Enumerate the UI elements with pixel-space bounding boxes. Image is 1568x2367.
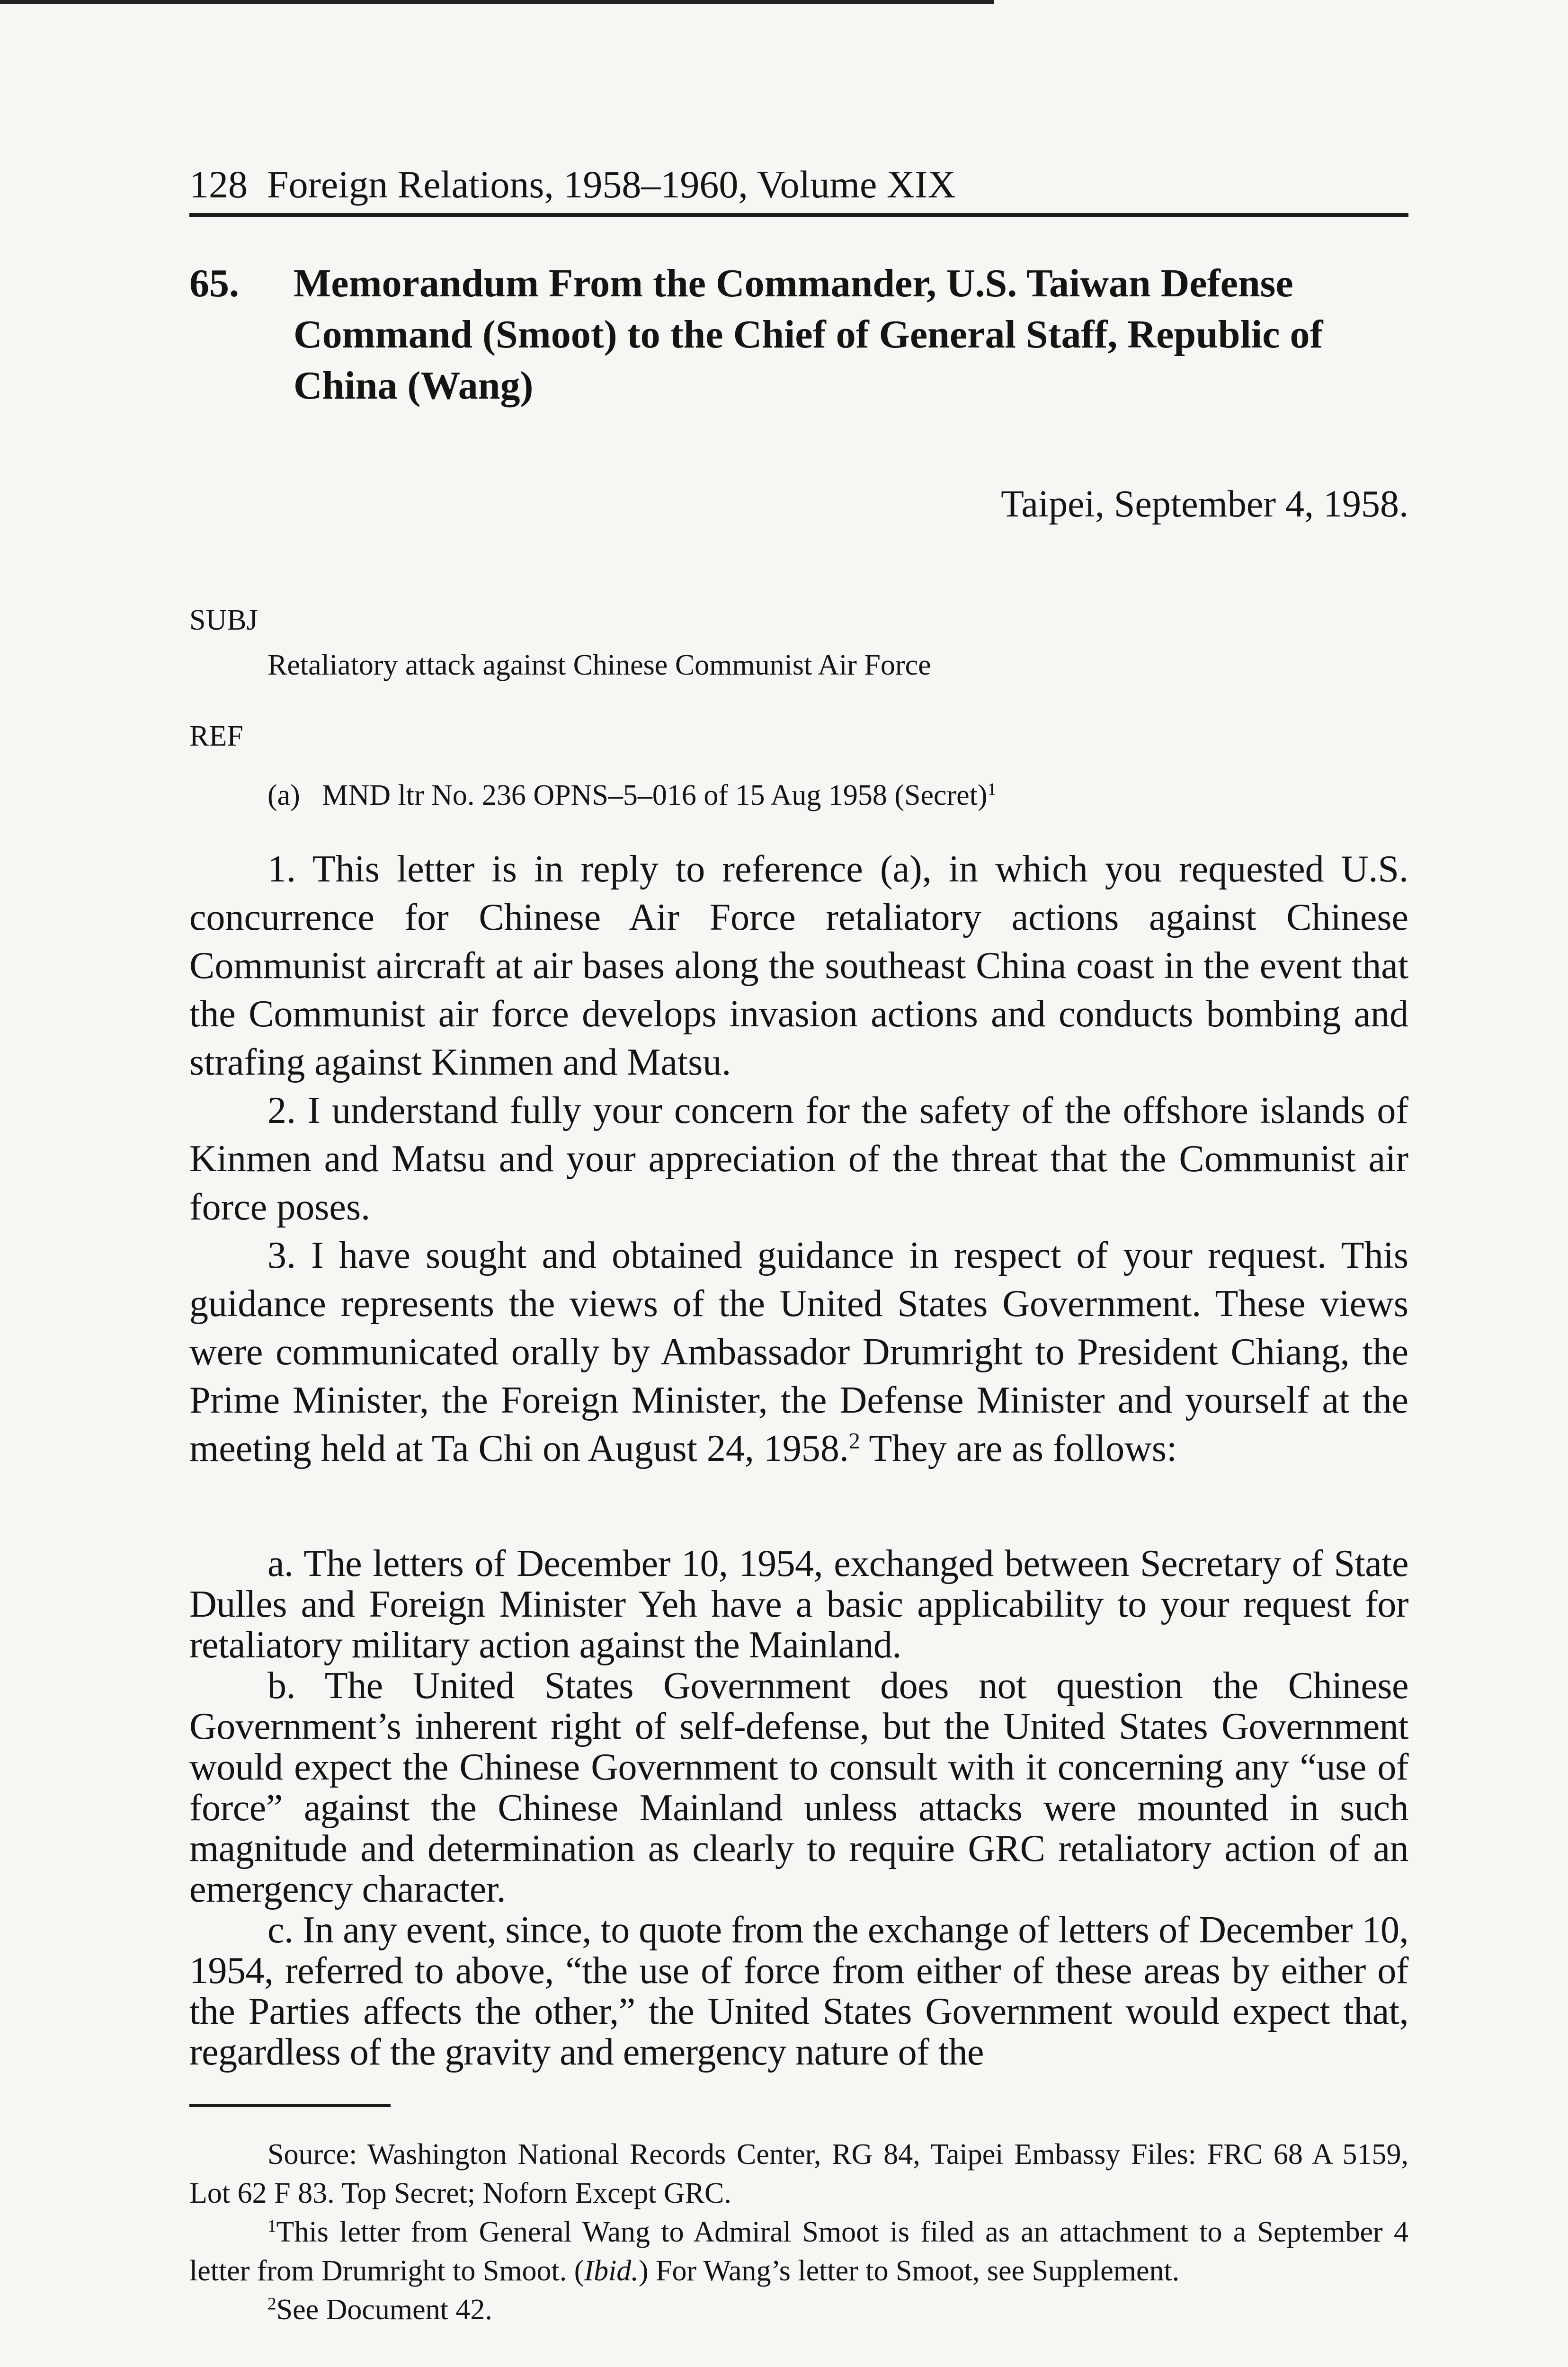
footnote-ref-1: 1 xyxy=(987,780,997,800)
source-note: Source: Washington National Records Center, RG 84, Taipei Embassy Files: FRC 68 A 5159, Lot 62 F 83. Top Secret; Noforn Except GRC. xyxy=(189,2138,1408,2209)
paragraph-2: 2. I understand fully your concern for the safety of the offshore islands of Kinmen and Matsu and your appreciation of the threat that the Communist air force poses. xyxy=(189,1090,1408,1228)
footnote-ref-2: 2 xyxy=(848,1428,860,1454)
ref-item xyxy=(267,776,996,814)
document-number: 65. xyxy=(189,261,239,305)
page-number: 128 xyxy=(189,163,248,206)
paragraph-1: 1. This letter is in reply to reference (a), in which you requested U.S. concurrence for Chinese Air Force retaliatory actions against Chinese Communist aircraft at air bases along the southeast China coast in the event that the Communist air force develops invasion actions and conducts bombing and strafing against Kinmen and Matsu. xyxy=(189,848,1408,1083)
footnote-2-text: See Document 42. xyxy=(276,2294,492,2326)
subparagraph-a: a. The letters of December 10, 1954, exchanged between Secretary of State Dulles and Foreign Minister Yeh have a basic applicability to your request for retaliatory military action against the Mainland. xyxy=(189,1543,1408,1666)
ref-text: (a) MND ltr No. 236 OPNS–5–016 of 15 Aug 1958 (Secret) xyxy=(267,779,988,811)
subparagraph-c: c. In any event, since, to quote from the exchange of letters of December 10, 1954, referred to above, “the use of force from either of these areas by either of the Parties affects the other,” the United States Government would expect that, regardless of the gravity and emergency nature of the xyxy=(189,1909,1408,2073)
footnote-1-mark: 1 xyxy=(267,2216,276,2236)
footnote-1-text-a: This letter from General Wang to Admiral Smoot is filed as an attachment to a September 4 letter from Drumright to Smoot. ( xyxy=(189,2216,1408,2287)
page-top-edge xyxy=(0,0,994,4)
footnote-1 xyxy=(189,2213,1408,2290)
footnote-1-text-b: ) For Wang’s letter to Smoot, see Supplement. xyxy=(638,2255,1180,2287)
dateline: Taipei, September 4, 1958. xyxy=(1001,483,1408,525)
header-rule xyxy=(189,213,1408,217)
body-text xyxy=(189,845,1408,1473)
footnote-rule xyxy=(189,2104,391,2107)
footnotes xyxy=(189,2135,1408,2329)
document-title: Memorandum From the Commander, U.S. Taiwan Defense Command (Smoot) to the Chief of General Staff, Republic of China (Wang) xyxy=(294,261,1323,408)
subparagraph-b: b. The United States Government does not question the Chinese Government’s inherent right of self-defense, but the United States Government would expect the Chinese Government to consult with it concerning any “use of force” against the Chinese Mainland unless attacks were mounted in such magnitude and determination as clearly to require GRC retaliatory action of an emergency character. xyxy=(189,1665,1408,1910)
paragraph-3-text: 3. I have sought and obtained guidance in respect of your request. This guidance represents the views of the United States Government. These views were communicated orally by Ambassador Drumright to President Chiang, the Prime Minister, the Foreign Minister, the Defense Minister and yourself at the meeting held at Ta Chi on August 24, 1958. xyxy=(189,1235,1408,1469)
footnote-1-italic: Ibid. xyxy=(584,2255,639,2287)
subj-text: Retaliatory attack against Chinese Communist Air Force xyxy=(267,649,931,681)
paragraph-3 xyxy=(189,1231,1408,1473)
ref-label: REF xyxy=(189,720,243,752)
running-title: Foreign Relations, 1958–1960, Volume XIX xyxy=(267,163,956,206)
running-header xyxy=(189,161,956,208)
subparagraphs xyxy=(189,1543,1408,2073)
subj-label: SUBJ xyxy=(189,604,258,636)
footnote-2-mark: 2 xyxy=(267,2294,276,2314)
paragraph-3-tail: They are as follows: xyxy=(869,1428,1177,1469)
footnote-2 xyxy=(189,2290,1408,2329)
